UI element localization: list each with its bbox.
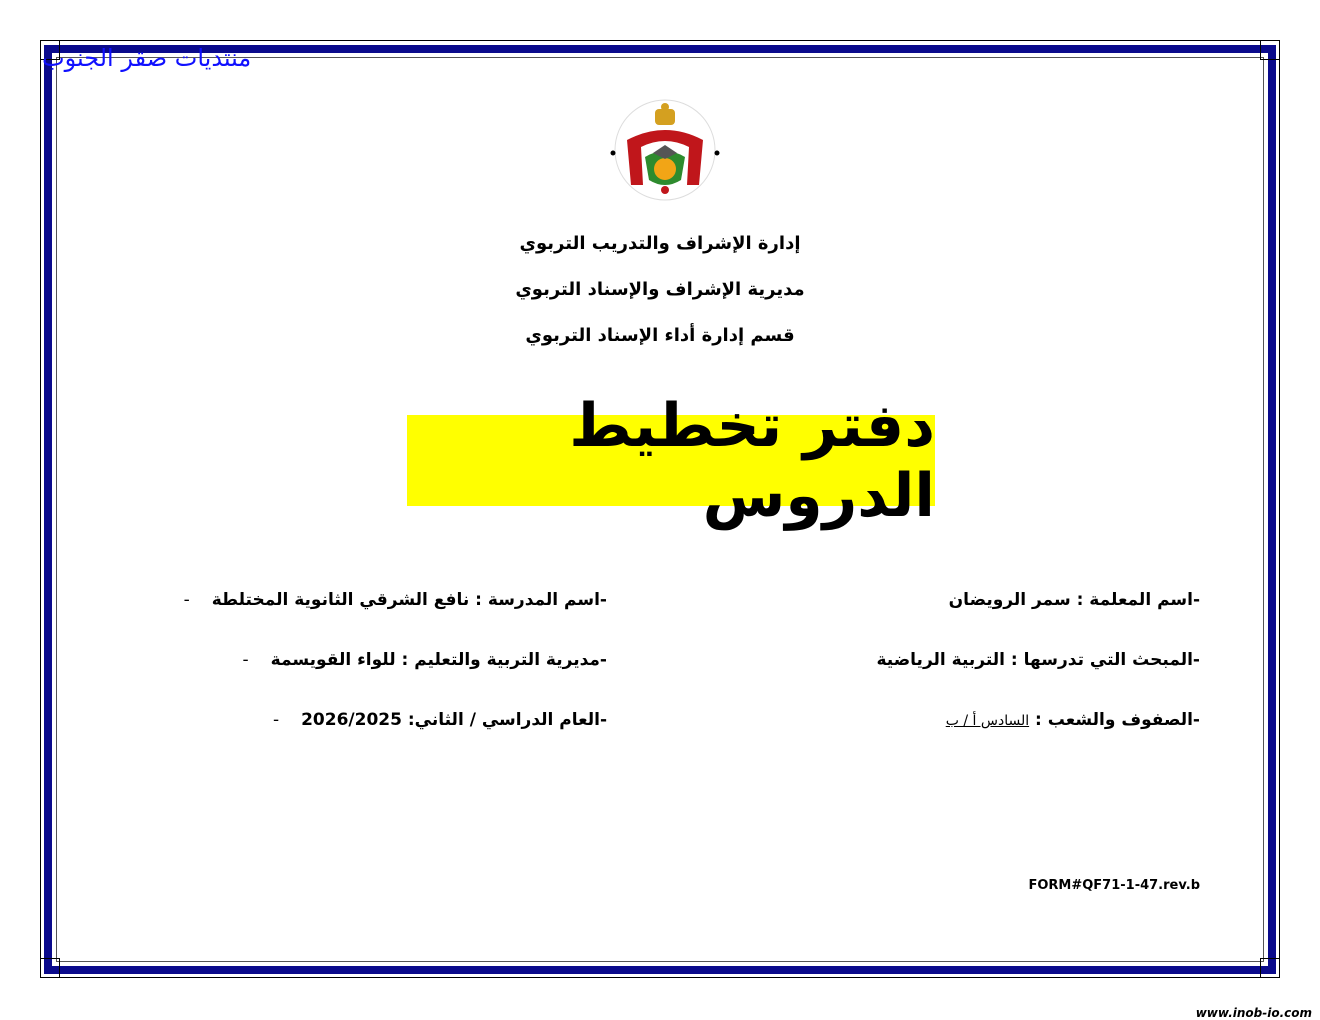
academic-year: -العام الدراسي / الثاني: 2026/2025 [301, 710, 607, 730]
forum-watermark: منتديات صقر الجنوب [42, 44, 252, 72]
border-corner [40, 958, 60, 978]
school-field [184, 590, 607, 610]
dash: - [272, 710, 280, 730]
directorate-field [243, 650, 607, 670]
grades-label: -الصفوف والشعب : [1029, 710, 1200, 730]
academic-year-field [273, 710, 607, 730]
document-title-box [407, 390, 935, 531]
school-name: -اسم المدرسة : نافع الشرقي الثانوية المختلطة [211, 590, 607, 610]
heading-supervision-training: إدارة الإشراف والتدريب التربوي [519, 233, 801, 254]
grades-field [946, 710, 1200, 730]
directorate-name: -مديرية التربية والتعليم : للواء القويسمة [270, 650, 607, 670]
heading-supervision-directorate: مديرية الإشراف والإسناد التربوي [515, 279, 805, 300]
document-title: دفتر تخطيط الدروس [569, 390, 935, 531]
grades-value: السادس أ / ب [945, 713, 1030, 729]
form-code: FORM#QF71-1-47.rev.b [1028, 878, 1200, 893]
dash: - [242, 650, 249, 670]
dash: - [183, 590, 190, 610]
subject-field: -المبحث التي تدرسها : التربية الرياضية [876, 650, 1200, 670]
jordan-coat-of-arms-logo [605, 95, 725, 205]
border-corner [1260, 958, 1280, 978]
teacher-name-field: -اسم المعلمة : سمر الرويضان [948, 590, 1200, 610]
border-corner [1260, 40, 1280, 60]
site-watermark: www.inob-io.com [1195, 1006, 1312, 1020]
heading-performance-section: قسم إدارة أداء الإسناد التربوي [525, 325, 795, 346]
